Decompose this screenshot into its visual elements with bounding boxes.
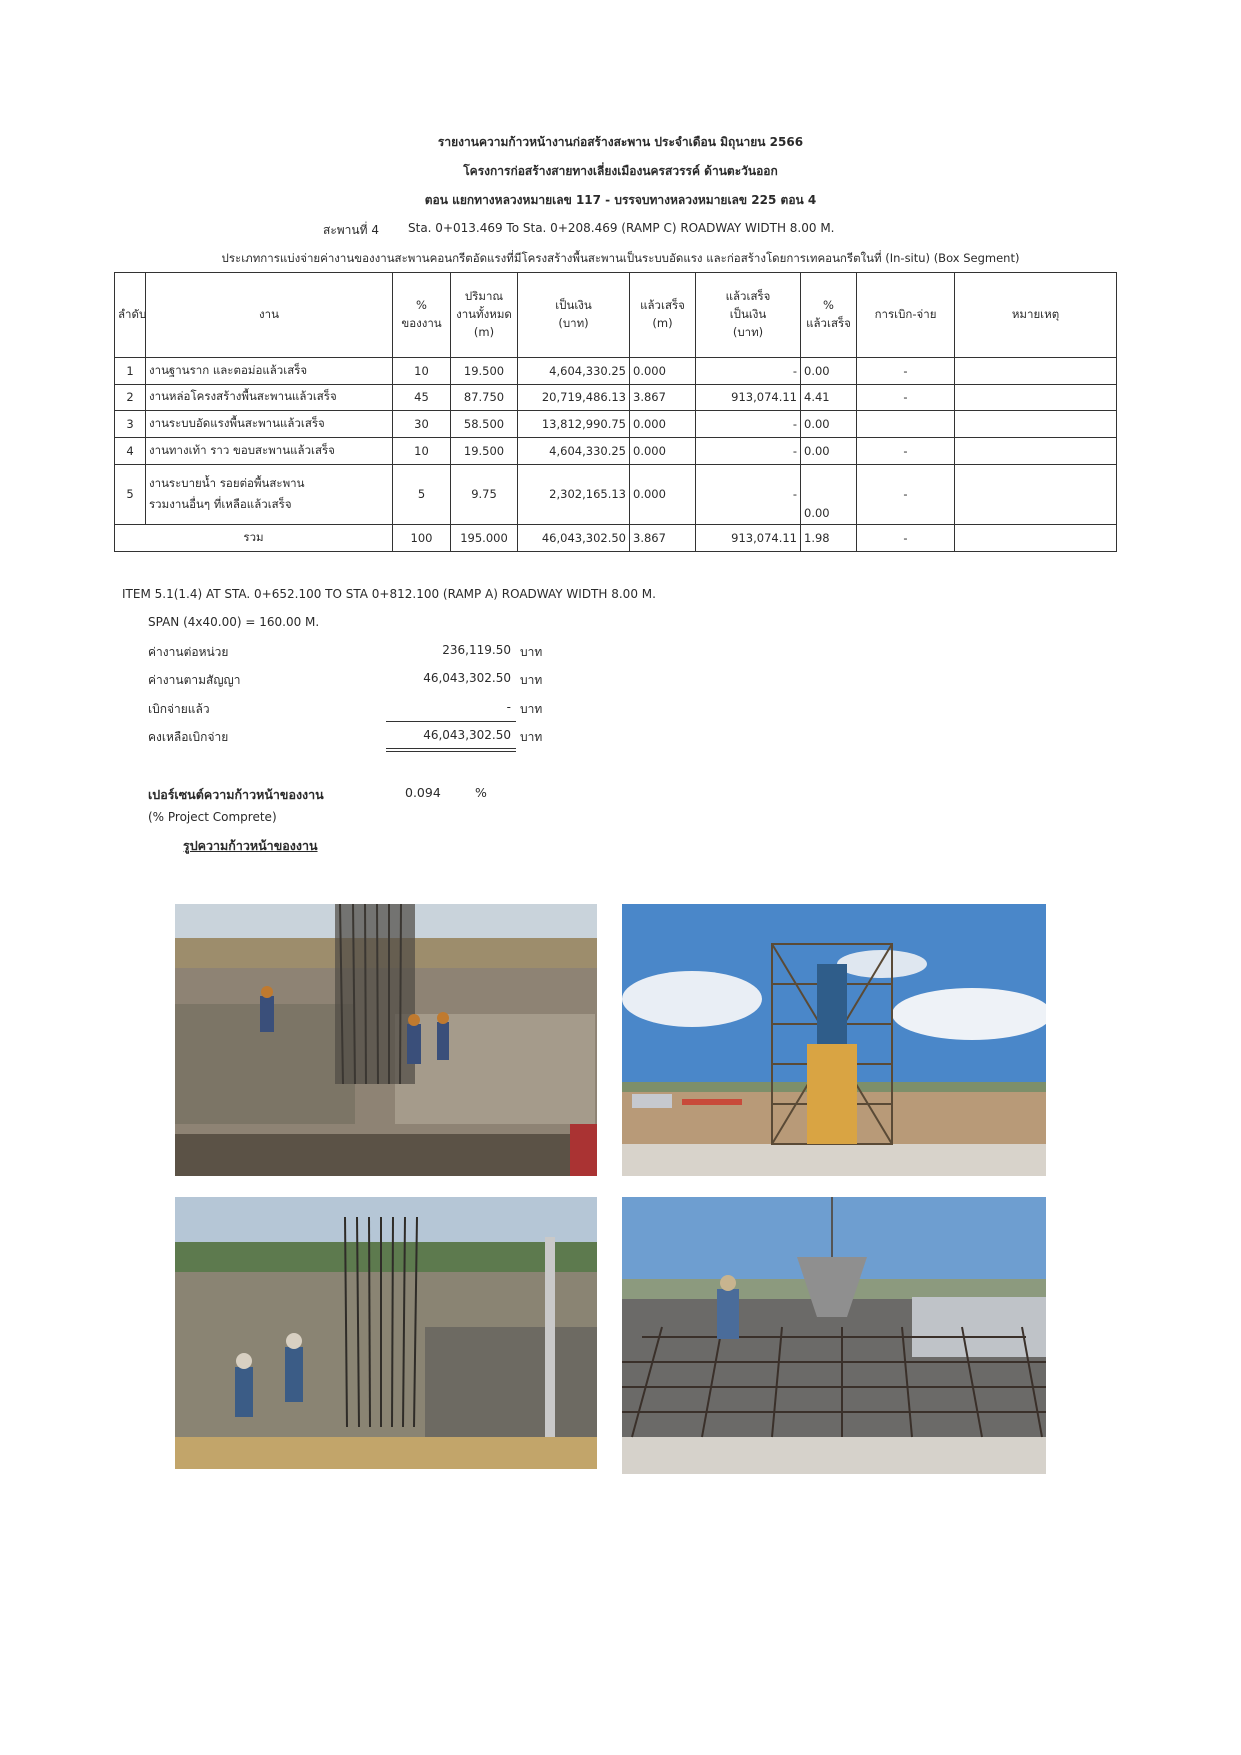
bridge-station: Sta. 0+013.469 To Sta. 0+208.469 (RAMP C) ROADWAY WIDTH 8.00 M. [408,221,835,235]
table-row: 5 งานระบายน้ำ รอยต่อพื้นสะพาน รวมงานอื่นๆ ที่เหลือแล้วเสร็จ 5 9.75 2,302,165.13 0.000 - 0.00 - [115,464,1117,525]
item-title: ITEM 5.1(1.4) AT STA. 0+652.100 TO STA 0+812.100 (RAMP A) ROADWAY WIDTH 8.00 M. [122,587,656,601]
paid-unit: บาท [520,702,543,716]
progress-percent-subtitle: (% Project Comprete) [148,810,277,824]
report-title: รายงานความก้าวหน้างานก่อสร้างสะพาน ประจำเดือน มิถุนายน 2566 [437,135,804,149]
col-header-payment: การเบิก-จ่าย [857,273,955,358]
col-header-no: ลำดับ [115,273,146,358]
remaining-label: คงเหลือเบิกจ่าย [148,730,229,744]
progress-percent-unit: % [475,785,487,800]
sum-divider [386,721,516,722]
unit-cost-value: 236,119.50 [442,643,511,657]
col-header-done-money: แล้วเสร็จ เป็นเงิน (บาท) [696,273,801,358]
table-header-row [115,273,1117,358]
double-underline-top [386,748,516,749]
col-header-money: เป็นเงิน (บาท) [518,273,630,358]
project-name: โครงการก่อสร้างสายทางเลี่ยงเมืองนครสวรรค์ ด้านตะวันออก [463,164,778,178]
progress-photo-concrete-pour [175,1197,597,1469]
table-total-row: รวม 100 195.000 46,043,302.50 3.867 913,074.11 1.98 - [115,525,1117,552]
table-row: 2 งานหล่อโครงสร้างพื้นสะพานแล้วเสร็จ 45 87.750 20,719,486.13 3.867 913,074.11 4.41 - [115,384,1117,411]
col-header-pct: % ของงาน [393,273,451,358]
col-header-qty: ปริมาณ งานทั้งหมด (m) [451,273,518,358]
progress-percent-label: เปอร์เซนต์ความก้าวหน้าของงาน [148,787,324,802]
col-header-done: แล้วเสร็จ (m) [630,273,696,358]
span-info: SPAN (4x40.00) = 160.00 M. [148,615,320,629]
progress-table [114,272,1117,552]
remaining-unit: บาท [520,730,543,744]
contract-value-unit: บาท [520,673,543,687]
payment-type-description: ประเภทการแบ่งจ่ายค่างานของงานสะพานคอนกรีตอัดแรงที่มีโครงสร้างพื้นสะพานเป็นระบบอัดแรง และก่อสร้างโดยการเทคอนกรีตในที่ (In-situ) (Box Segment) [221,251,1020,265]
remaining-value: 46,043,302.50 [423,728,511,742]
progress-photo-pier-scaffolding [622,904,1046,1176]
unit-cost-unit: บาท [520,645,543,659]
col-header-pct-done: % แล้วเสร็จ [801,273,857,358]
project-section: ตอน แยกทางหลวงหมายเลข 117 - บรรจบทางหลวงหมายเลข 225 ตอน 4 [424,193,817,207]
paid-value: - [506,700,511,714]
progress-photo-foundation-rebar [175,904,597,1176]
progress-photo-deck-rebar [622,1197,1046,1474]
bridge-number: สะพานที่ 4 [323,223,379,237]
col-header-remark: หมายเหตุ [955,273,1117,358]
progress-percent-value: 0.094 [405,785,441,800]
contract-value-label: ค่างานตามสัญญา [148,673,241,687]
table-row: 3 งานระบบอัดแรงพื้นสะพานแล้วเสร็จ 30 58.500 13,812,990.75 0.000 - 0.00 [115,411,1117,438]
table-row: 1 งานฐานราก และตอม่อแล้วเสร็จ 10 19.500 4,604,330.25 0.000 - 0.00 - [115,358,1117,385]
col-header-work: งาน [146,273,393,358]
table-row: 4 งานทางเท้า ราว ขอบสะพานแล้วเสร็จ 10 19.500 4,604,330.25 0.000 - 0.00 - [115,437,1117,464]
contract-value: 46,043,302.50 [423,671,511,685]
paid-label: เบิกจ่ายแล้ว [148,702,210,716]
double-underline-bottom [386,751,516,752]
unit-cost-label: ค่างานต่อหน่วย [148,645,229,659]
photos-title: รูปความก้าวหน้าของงาน [183,838,318,853]
